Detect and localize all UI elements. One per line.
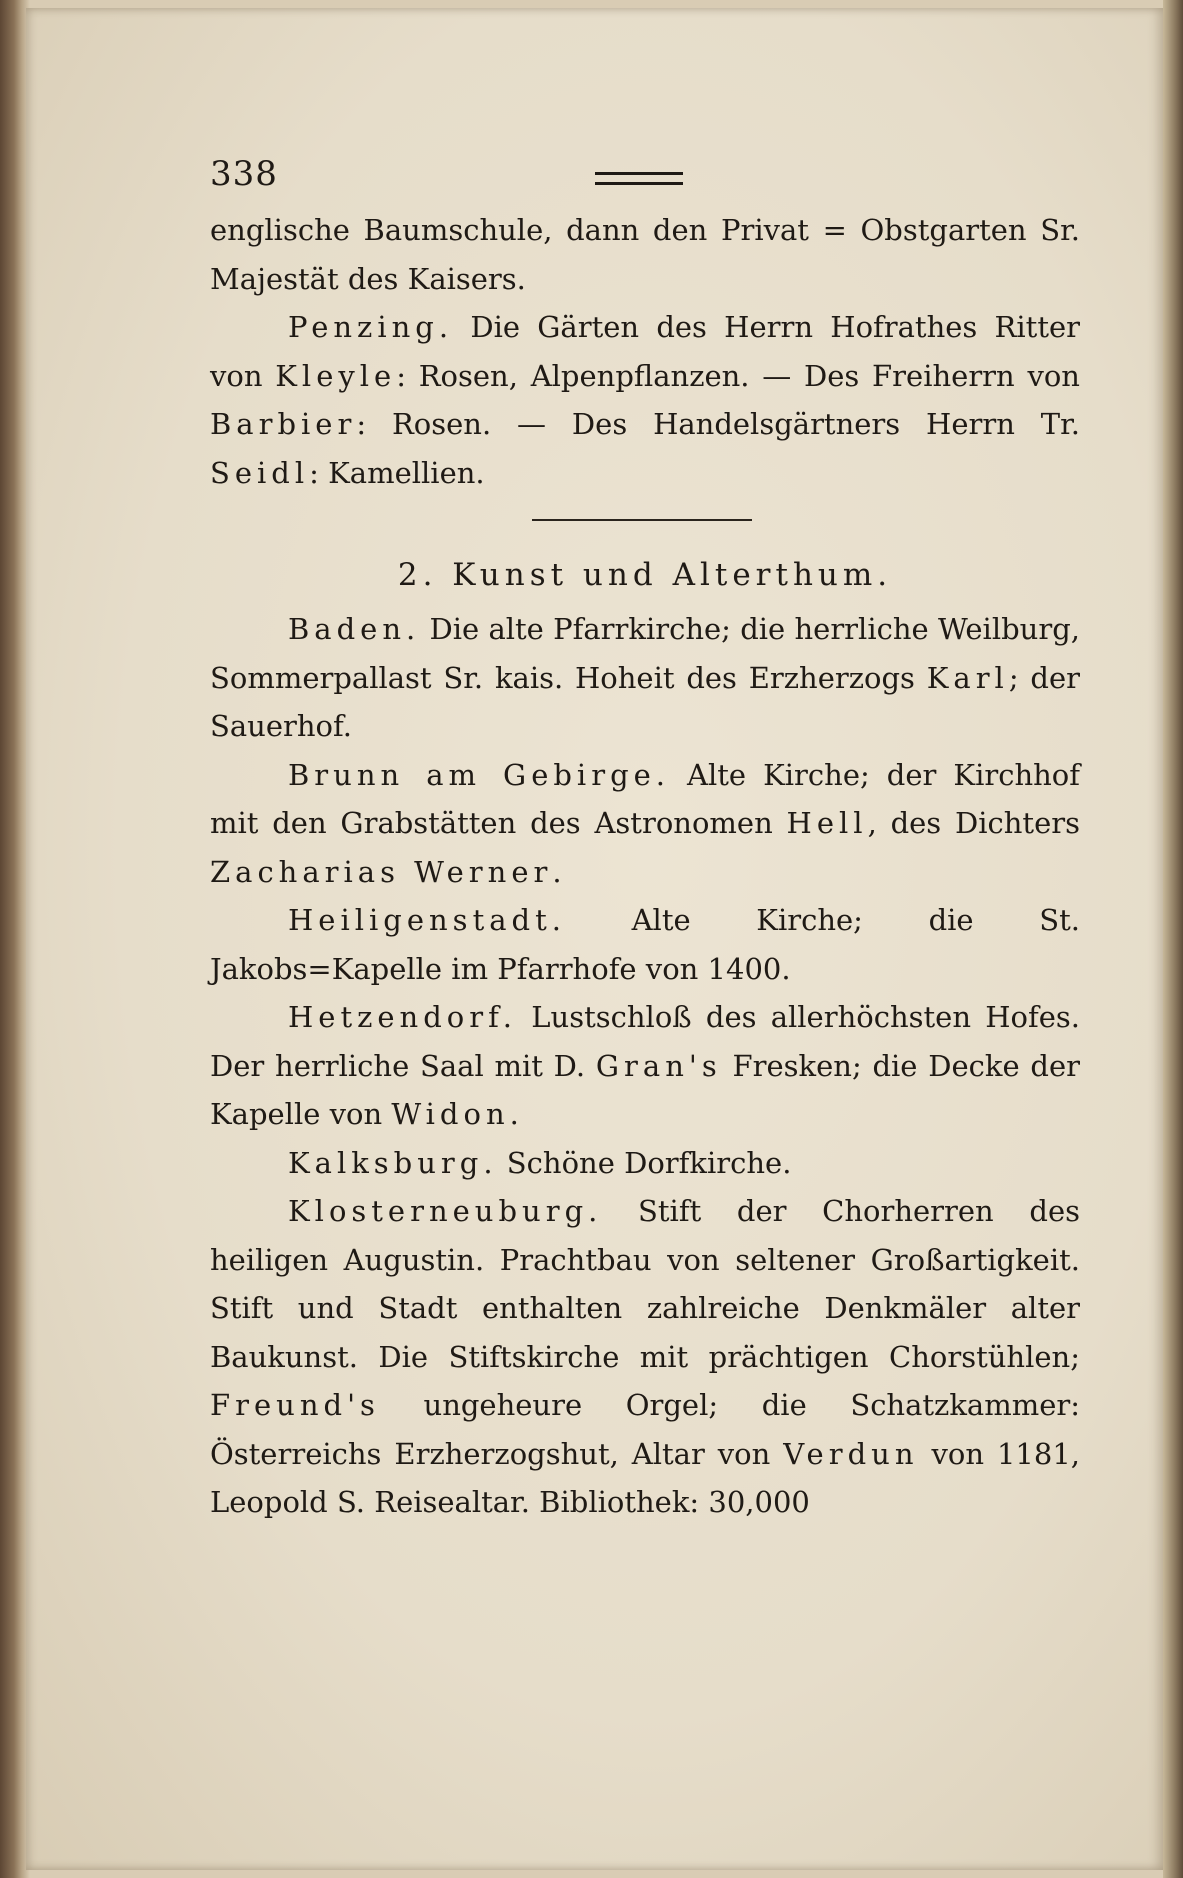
entry-text: : Rosen. — Des Handelsgärtners Herrn Tr. [356,407,1080,441]
entry-text: Alte Kirche; die St. Jakobs=Kapelle im Pfarrhofe von 1400. [210,903,1080,986]
entry-text: ungeheure Orgel; die Schatzkammer: Österreichs Erzherzogshut, Altar von [210,1388,1080,1471]
place-name: Baden. [288,612,421,646]
entry-heiligenstadt [210,896,1080,993]
entry-klosterneuburg [210,1187,1080,1527]
section-heading [210,549,1080,601]
section-title-part: Kunst und [452,557,673,593]
header-double-rule [595,172,683,185]
entry-text: , des Dichters [867,806,1080,840]
entry-text: Stift der Chorherren des heiligen Augustin. Prachtbau von seltener Großartigkeit. Stift und Stadt enthalten zahlreiche Denkmäler alter Baukunst. Die Stiftskirche mit prächtigen Chorstühlen; [210,1194,1080,1374]
person-name: Hell [786,806,868,840]
entry-text: ; der Sauerhof. [210,660,1080,743]
entry-text: Schöne Dorfkirche. [497,1145,792,1180]
entry-text: . [509,1097,519,1131]
section-number: 2. [397,557,453,593]
entry-text: : Kamellien. [309,455,485,490]
entry-text: Fresken; die Decke der Kapelle von [210,1048,1080,1131]
place-name: Klosterneuburg. [288,1194,603,1228]
person-name: Kleyle [275,358,397,393]
entry-text: Die Gärten des Herrn Hofrathes Ritter von [210,310,1080,393]
entry-baden [210,605,1080,751]
person-name: Widon [391,1097,510,1131]
person-name: Verdun [783,1436,919,1471]
paragraph-continuation: englische Baumschule, dann den Privat = Obstgarten Sr. Majestät des Kaisers. [210,213,1080,296]
section-divider [532,519,752,521]
person-name: Zacharias Werner [210,854,553,889]
person-name: Barbier [210,407,357,441]
entry-text: : Rosen, Alpenpflanzen. — Des Freiherrn von [396,358,1080,393]
person-name: Gran's [595,1048,722,1083]
entry-hetzendorf [210,993,1080,1139]
page-number: 338 [210,154,278,194]
page-edge [1163,0,1183,1878]
entry-kalksburg [210,1139,1080,1188]
place-name: Hetzendorf. [288,1000,518,1034]
page-body [210,150,1080,1527]
person-name: Karl [926,660,1009,695]
section-title-part: Alterthum. [672,557,893,593]
entry-text: Lustschloß des allerhöchsten Hofes. Der herrliche Saal mit D. [210,1000,1080,1083]
entry-penzing [210,303,1080,497]
entry-text: Die alte Pfarrkirche; die herrliche Weilburg, Sommerpallast Sr. kais. Hoheit des Erzherzogs [210,612,1080,695]
entry-brunn [210,751,1080,897]
place-name: Penzing. [288,310,454,344]
place-name: Heiligenstadt. [288,903,566,937]
place-name: Brunn am Gebirge. [288,757,671,792]
entry-text: Alte Kirche; der Kirchhof mit den Grabstätten des Astronomen [210,757,1081,840]
place-name: Kalksburg. [288,1145,498,1180]
person-name: Seidl [210,455,310,490]
person-name: Freund's [210,1388,380,1422]
entry-text: . [552,854,562,889]
entry-text: von 1181, Leopold S. Reisealtar. Bibliothek: 30,000 [210,1436,1080,1519]
page-header [210,150,1080,206]
